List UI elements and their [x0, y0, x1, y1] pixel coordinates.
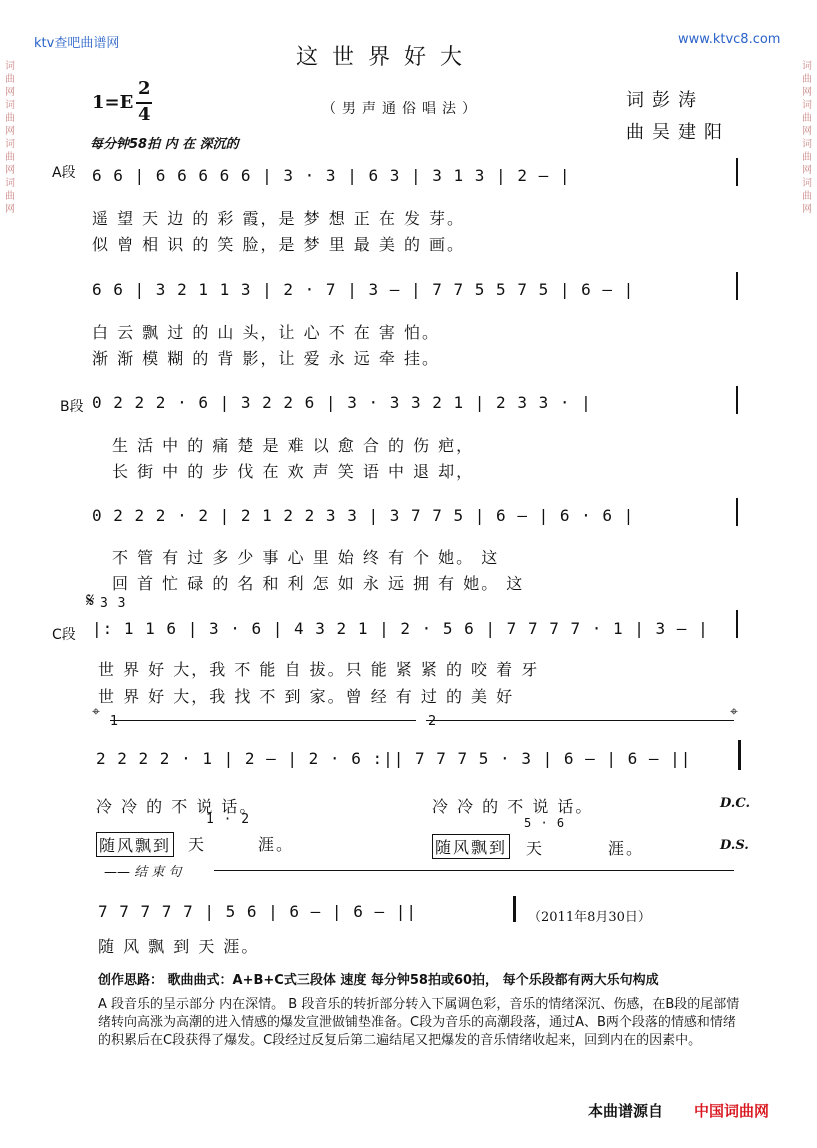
- barline: [736, 272, 738, 300]
- barline: [736, 158, 738, 186]
- ending-1-upper-notes: 1 · 2: [206, 812, 251, 827]
- volta-2-label: 2: [428, 714, 437, 729]
- ending-2-word-a: 天: [526, 839, 545, 858]
- ending-1-word-b: 涯。: [258, 835, 295, 854]
- section-a-label: A段: [52, 165, 76, 181]
- barline: [736, 610, 738, 638]
- c-upper-notes: 3 3: [100, 596, 127, 611]
- lyricist: 词彭涛: [626, 90, 704, 111]
- date: （2011年8月30日）: [528, 910, 651, 925]
- time-signature-bottom: 4: [138, 104, 151, 125]
- composition-notes-body: A 段音乐的呈示部分 内在深情。 B 段音乐的转折部分转入下属调色彩，音乐的情绪深沉、伤感，在B段的尾部情绪转向高涨为高潮的进入情感的爆发宣泄做铺垫准备。C段为音乐的高潮段落，通过A、B两个段落的情感和情绪的积累后在C段获得了爆发。C段经过反复后第二遍结尾又把爆发的音乐情绪收起来，回到内在的因素中。: [98, 997, 740, 1048]
- source-label: 本曲谱源自: [588, 1102, 664, 1120]
- lyric-row-5a: 世 界 好 大，我 不 能 自 拔。只 能 紧 紧 的 咬 着 牙: [98, 660, 540, 679]
- ending-2-word-b: 涯。: [608, 839, 645, 858]
- watermark-right: www.ktvc8.com: [678, 32, 781, 47]
- lyric-row-4b: 回 首 忙 碌 的 名 和 利 怎 如 永 远 拥 有 她。 这: [112, 574, 525, 593]
- time-signature-top: 2: [138, 78, 151, 99]
- ending-1-word-a: 天: [188, 835, 207, 854]
- ending-1-label: 随风飘到: [96, 832, 174, 857]
- side-watermark-right: 词曲网词曲网词曲网词曲网: [802, 61, 812, 215]
- watermark-left: ktv查吧曲谱网: [34, 36, 120, 51]
- ending-2-label: 随风飘到: [432, 834, 510, 859]
- coda-line: [214, 870, 734, 871]
- final-barline: [738, 740, 741, 770]
- composition-notes-heading: 创作思路： 歌曲曲式：A+B+C式三段体 速度 每分钟58拍或60拍， 每个乐段都有两大乐句构成: [98, 973, 659, 988]
- notation-row-6: 2 2 2 2 · 1 | 2 – | 2 · 6 :|| 7 7 7 5 · 3 | 6 – | 6 – ||: [96, 749, 692, 768]
- lyric-row-3a: 生 活 中 的 痛 楚 是 难 以 愈 合 的 伤 疤，: [112, 436, 475, 455]
- barline: [736, 386, 738, 414]
- tempo-marking: 每分钟58拍 内 在 深沉的: [90, 137, 239, 152]
- lyric-row-3b: 长 街 中 的 步 伐 在 欢 声 笑 语 中 退 却，: [112, 462, 475, 481]
- section-c-label: C段: [52, 627, 76, 643]
- lyric-row-6-second: 冷 冷 的 不 说 话。: [432, 797, 594, 816]
- composer: 曲吴建阳: [626, 122, 730, 143]
- lyric-row-2b: 渐 渐 模 糊 的 背 影，让 爱 永 远 牵 挂。: [92, 349, 440, 368]
- segno-sign: 𝄋: [86, 588, 95, 612]
- subtitle: （男声通俗唱法）: [322, 101, 482, 117]
- notation-row-4: 0 2 2 2 · 2 | 2 1 2 2 3 3 | 3 7 7 5 | 6 – | 6 · 6 |: [92, 506, 635, 525]
- notation-row-5: |: 1 1 6 | 3 · 6 | 4 3 2 1 | 2 · 5 6 | 7 7 7 7 · 1 | 3 – |: [92, 619, 709, 638]
- lyric-row-4a: 不 管 有 过 多 少 事 心 里 始 终 有 个 她。 这: [112, 548, 500, 567]
- coda-sign-right: ⌖: [730, 704, 738, 720]
- notation-row-2: 6 6 | 3 2 1 1 3 | 2 · 7 | 3 – | 7 7 5 5 7 5 | 6 – |: [92, 280, 635, 299]
- side-watermark-left: 词曲网词曲网词曲网词曲网: [5, 61, 15, 215]
- volta-1-label: 1: [110, 714, 119, 729]
- lyric-row-5b: 世 界 好 大，我 找 不 到 家。曾 经 有 过 的 美 好: [98, 687, 515, 706]
- coda-sign-left: ⌖: [92, 704, 100, 720]
- notation-row-3: 0 2 2 2 · 6 | 3 2 2 6 | 3 · 3 3 2 1 | 2 3 3 · |: [92, 393, 592, 412]
- song-title: 这世界好大: [296, 45, 477, 70]
- lyric-row-1a: 遥 望 天 边 的 彩 霞，是 梦 想 正 在 发 芽。: [92, 209, 466, 228]
- notation-row-7: 7 7 7 7 7 | 5 6 | 6 – | 6 – ||: [98, 902, 417, 921]
- key-signature: 1=E: [92, 92, 134, 113]
- lyric-row-1b: 似 曾 相 识 的 笑 脸，是 梦 里 最 美 的 画。: [92, 235, 466, 254]
- final-barline-coda: [513, 896, 516, 922]
- lyric-row-7: 随 风 飘 到 天 涯。: [98, 937, 260, 956]
- volta-1-line: [110, 720, 416, 721]
- coda-label: —— 结 束 句: [104, 865, 182, 880]
- section-b-label: B段: [60, 399, 84, 415]
- ds-marking: D.S.: [720, 838, 749, 853]
- lyric-row-6-first: 冷 冷 的 不 说 话。: [96, 797, 258, 816]
- notation-row-1: 6 6 | 6 6 6 6 6 | 3 · 3 | 6 3 | 3 1 3 | 2 – |: [92, 166, 571, 185]
- dc-marking: D.C.: [720, 796, 750, 811]
- source-site-link[interactable]: 中国词曲网: [694, 1102, 770, 1120]
- barline: [736, 498, 738, 526]
- volta-2-line: [426, 720, 734, 721]
- ending-2-upper-notes: 5 · 6: [524, 816, 566, 830]
- lyric-row-2a: 白 云 飘 过 的 山 头，让 心 不 在 害 怕。: [92, 323, 440, 342]
